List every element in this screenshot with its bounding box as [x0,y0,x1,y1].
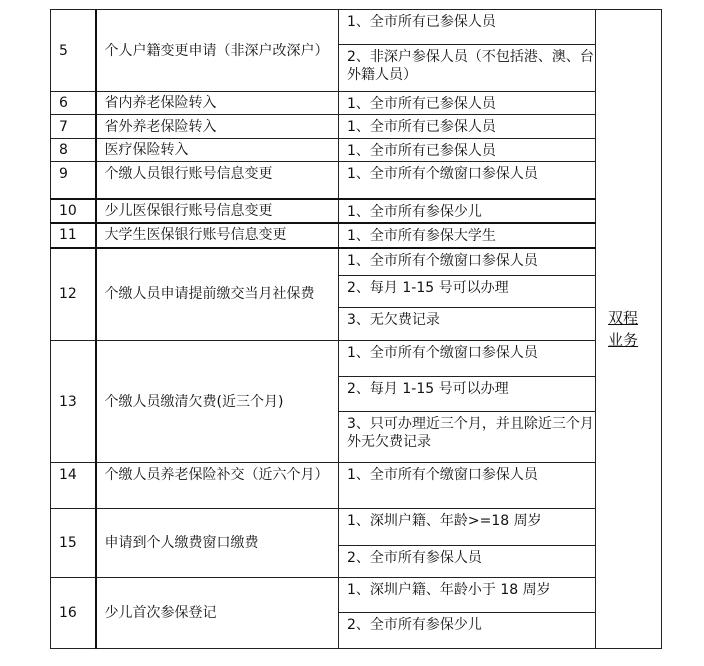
table-row [51,139,662,162]
condition-cell: 1、全市所有个缴窗口参保人员 [339,162,596,199]
row-number: 12 [51,248,96,341]
row-number: 15 [51,509,96,578]
row-number: 8 [51,139,96,162]
row-number: 16 [51,578,96,649]
business-name: 申请到个人缴费窗口缴费 [96,509,339,578]
row-number: 7 [51,115,96,139]
business-name: 大学生医保银行账号信息变更 [96,223,339,248]
table-row [51,509,662,546]
row-number: 5 [51,10,96,92]
condition-cell: 1、全市所有已参保人员 [339,115,596,139]
business-name: 个缴人员缴清欠费(近三个月) [96,341,339,463]
condition-cell: 1、全市所有参保大学生 [339,223,596,248]
row-number: 10 [51,199,96,223]
condition-cell: 2、每月 1-15 号可以办理 [339,377,596,412]
condition-cell: 2、全市所有参保少儿 [339,613,596,649]
table-row [51,115,662,139]
row-number: 6 [51,92,96,115]
business-name: 少儿首次参保登记 [96,578,339,649]
condition-cell: 1、深圳户籍、年龄>=18 周岁 [339,509,596,546]
condition-cell: 3、无欠费记录 [339,308,596,341]
condition-cell: 1、全市所有个缴窗口参保人员 [339,341,596,377]
condition-cell: 1、全市所有已参保人员 [339,92,596,115]
business-name: 个缴人员申请提前缴交当月社保费 [96,248,339,341]
condition-cell: 1、全市所有已参保人员 [339,139,596,162]
side-category-label: 双程业务 [608,309,639,349]
table-row [51,199,662,223]
row-number: 11 [51,223,96,248]
condition-cell: 1、全市所有已参保人员 [339,10,596,45]
condition-cell: 1、全市所有个缴窗口参保人员 [339,248,596,276]
business-name: 个缴人员银行账号信息变更 [96,162,339,199]
condition-cell: 1、深圳户籍、年龄小于 18 周岁 [339,578,596,613]
table-row [51,92,662,115]
business-name: 医疗保险转入 [96,139,339,162]
condition-cell: 3、只可办理近三个月，并且除近三个月外无欠费记录 [339,412,596,463]
table-row [51,248,662,276]
business-name: 省外养老保险转入 [96,115,339,139]
row-number: 9 [51,162,96,199]
side-category-cell [596,10,662,649]
table-row [51,578,662,613]
business-name: 省内养老保险转入 [96,92,339,115]
condition-cell: 2、每月 1-15 号可以办理 [339,276,596,308]
business-name: 个缴人员养老保险补交（近六个月） [96,463,339,509]
table-row [51,223,662,248]
table-row [51,463,662,509]
business-table [50,9,662,649]
condition-cell: 2、非深户参保人员（不包括港、澳、台外籍人员） [339,45,596,92]
row-number: 13 [51,341,96,463]
condition-cell: 2、全市所有参保人员 [339,546,596,578]
business-name: 个人户籍变更申请（非深户改深户） [96,10,339,92]
table-row [51,341,662,377]
row-number: 14 [51,463,96,509]
table-row [51,10,662,45]
business-name: 少儿医保银行账号信息变更 [96,199,339,223]
table-row [51,162,662,199]
condition-cell: 1、全市所有参保少儿 [339,199,596,223]
condition-cell: 1、全市所有个缴窗口参保人员 [339,463,596,509]
